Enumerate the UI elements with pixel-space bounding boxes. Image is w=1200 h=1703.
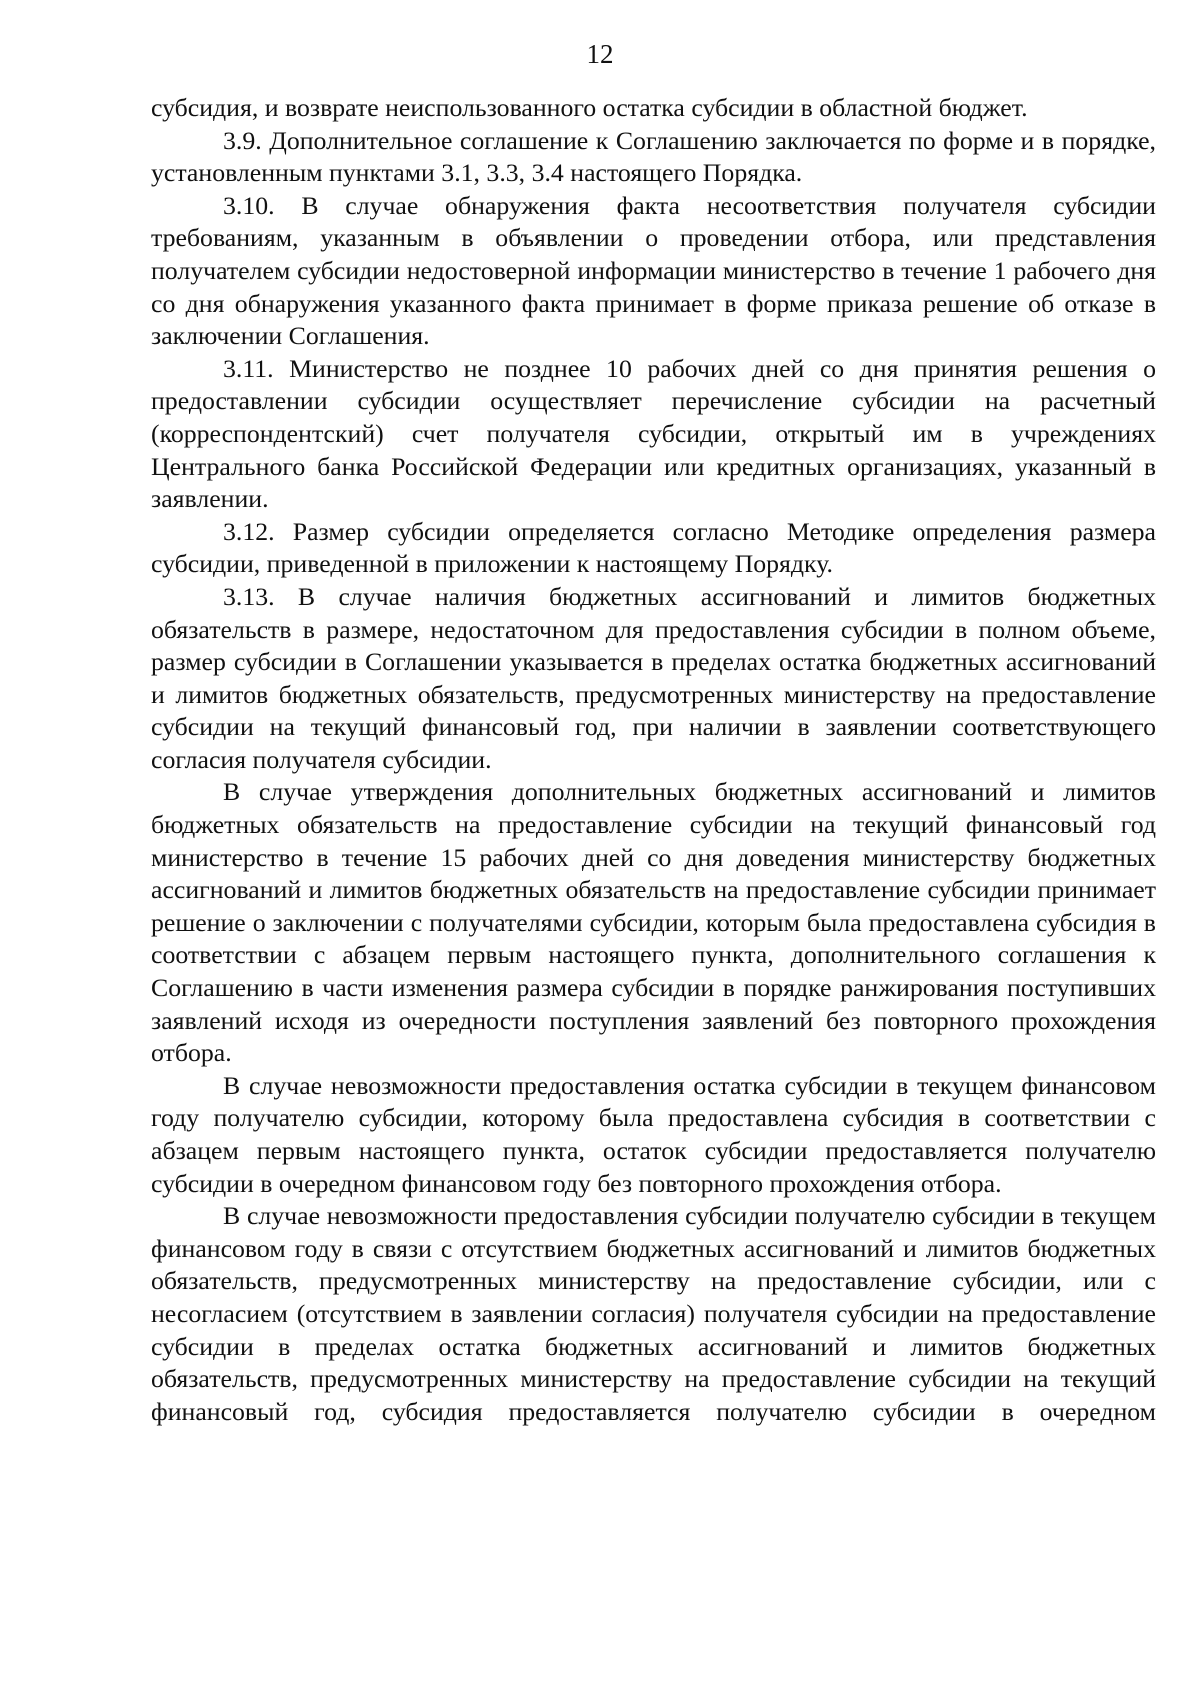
paragraph-3-10: 3.10. В случае обнаружения факта несоответствия получателя субсидии требованиям, указанным в объявлении о проведении отбора, или представления получателем субсидии недостоверной информации министерство в течение 1 рабочего дня со дня обнаружения указанного факта принимает в форме приказа решение об отказе в заключении Соглашения. (151, 190, 1156, 351)
paragraph-3-9: 3.9. Дополнительное соглашение к Соглашению заключается по форме и в порядке, установленным пунктами 3.1, 3.3, 3.4 настоящего Порядка. (151, 125, 1156, 188)
paragraph-3-11: 3.11. Министерство не позднее 10 рабочих дней со дня принятия решения о предоставлении субсидии осуществляет перечисление субсидии на расчетный (корреспондентский) счет получателя субсидии, открытый им в учреждениях Центрального банка Российской Федерации или кредитных организациях, указанный в заявлении. (151, 353, 1156, 514)
page-number: 12 (586, 39, 614, 69)
paragraph-3-12: 3.12. Размер субсидии определяется согласно Методике определения размера субсидии, приведенной в приложении к настоящему Порядку. (151, 516, 1156, 579)
paragraph-remaining-subsidy: В случае невозможности предоставления остатка субсидии в текущем финансовом году получателю субсидии, которому была предоставлена субсидия в соответствии с абзацем первым настоящего пункта, остаток субсидии предоставляется получателю субсидии в очередном финансовом году без повторного прохождения отбора. (151, 1070, 1156, 1198)
paragraph-3-13: 3.13. В случае наличия бюджетных ассигнований и лимитов бюджетных обязательств в размере, недостаточном для предоставления субсидии в полном объеме, размер субсидии в Соглашении указывается в пределах остатка бюджетных ассигнований и лимитов бюджетных обязательств, предусмотренных министерству на предоставление субсидии на текущий финансовый год, при наличии в заявлении соответствующего согласия получателя субсидии. (151, 581, 1156, 774)
paragraph-additional-allocations: В случае утверждения дополнительных бюджетных ассигнований и лимитов бюджетных обязательств на предоставление субсидии на текущий финансовый год министерство в течение 15 рабочих дней со дня доведения министерству бюджетных ассигнований и лимитов бюджетных обязательств на предоставление субсидии принимает решение о заключении с получателями субсидии, которым была предоставлена субсидия в соответствии с абзацем первым настоящего пункта, дополнительного соглашения к Соглашению в части изменения размера субсидии в порядке ранжирования поступивших заявлений исходя из очередности поступления заявлений без повторного прохождения отбора. (151, 777, 1156, 1068)
document-body (151, 92, 1156, 1428)
paragraph-continuation: субсидия, и возврате неиспользованного остатка субсидии в областной бюджет. (151, 93, 1028, 122)
paragraph-next-year-subsidy: В случае невозможности предоставления субсидии получателю субсидии в текущем финансовом году в связи с отсутствием бюджетных ассигнований и лимитов бюджетных обязательств, предусмотренных министерству на предоставление субсидии, или с несогласием (отсутствием в заявлении согласия) получателя субсидии на предоставление субсидии в пределах остатка бюджетных ассигнований и лимитов бюджетных обязательств, предусмотренных министерству на предоставление субсидии на текущий финансовый год, субсидия предоставляется получателю субсидии в очередном (151, 1201, 1156, 1426)
